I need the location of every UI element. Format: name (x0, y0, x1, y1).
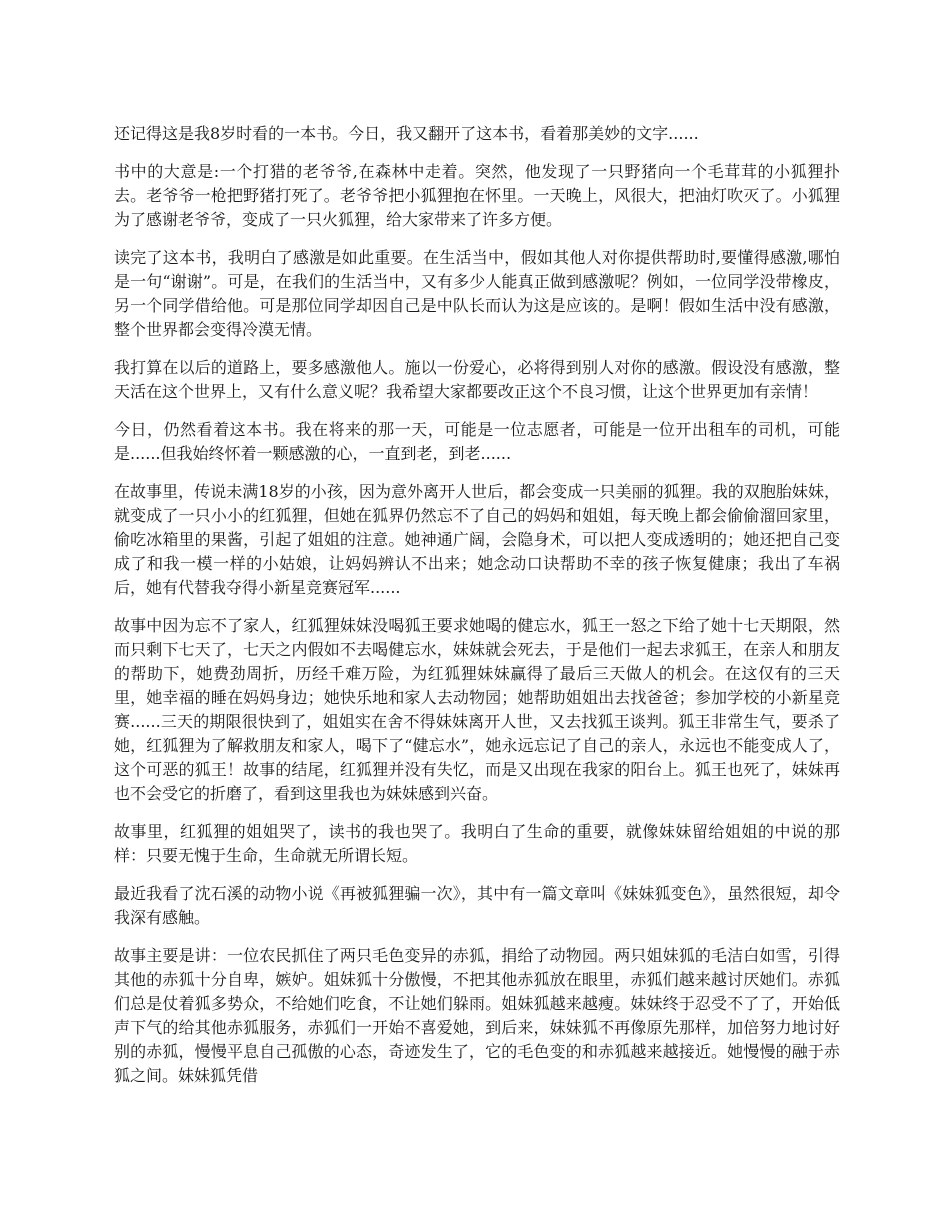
paragraph-3: 读完了这本书，我明白了感激是如此重要。在生活当中，假如其他人对你提供帮助时,要懂得感激,哪怕是一句“谢谢”。可是，在我们的生活当中，又有多少人能真正做到感激呢？例如，一位同学没带橡皮，另一个同学借给他。可是那位同学却因自己是中队长而认为这是应该的。是啊！假如生活中没有感激，整个世界都会变得冷漠无情。 (114, 248, 840, 339)
paragraph-5: 今日，仍然看着这本书。我在将来的那一天，可能是一位志愿者，可能是一位开出租车的司机，可能是......但我始终怀着一颗感激的心，一直到老，到老...... (114, 420, 840, 463)
document-page (114, 122, 840, 1102)
paragraph-9: 最近我看了沈石溪的动物小说《再被狐狸骗一次》，其中有一篇文章叫《妹妹狐变色》，虽然很短，却令我深有感触。 (114, 884, 840, 927)
paragraph-10: 故事主要是讲：一位农民抓住了两只毛色变异的赤狐，捐给了动物园。两只姐妹狐的毛洁白如雪，引得其他的赤狐十分自卑，嫉妒。姐妹狐十分傲慢，不把其他赤狐放在眼里，赤狐们越来越讨厌她们。赤狐们总是仗着狐多势众，不给她们吃食，不让她们躲雨。姐妹狐越来越瘦。妹妹终于忍受不了了，开始低声下气的给其他赤狐服务，赤狐们一开始不喜爱她，到后来，妹妹狐不再像原先那样，加倍努力地讨好别的赤狐，慢慢平息自己孤傲的心态，奇迹发生了，它的毛色变的和赤狐越来越接近。她慢慢的融于赤狐之间。妹妹狐凭借 (114, 946, 840, 1085)
paragraph-7: 故事中因为忘不了家人，红狐狸妹妹没喝狐王要求她喝的健忘水，狐王一怒之下给了她十七天期限，然而只剩下七天了，七天之内假如不去喝健忘水，妹妹就会死去，于是他们一起去求狐王，在亲人和朋友的帮助下，她费劲周折，历经千难万险，为红狐狸妹妹赢得了最后三天做人的机会。在这仅有的三天里，她幸福的睡在妈妈身边；她快乐地和家人去动物园；她帮助姐姐出去找爸爸；参加学校的小新星竞赛......三天的期限很快到了，姐姐实在舍不得妹妹离开人世，又去找狐王谈判。狐王非常生气，要杀了她，红狐狸为了解救朋友和家人，喝下了“健忘水”，她永远忘记了自己的亲人，永远也不能变成人了，这个可恶的狐王！故事的结尾，红狐狸并没有失忆，而是又出现在我家的阳台上。狐王也死了，妹妹再也不会受它的折磨了，看到这里我也为妹妹感到兴奋。 (114, 616, 840, 803)
paragraph-6: 在故事里，传说未满18岁的小孩，因为意外离开人世后，都会变成一只美丽的狐狸。我的双胞胎妹妹，就变成了一只小小的红狐狸，但她在狐界仍然忘不了自己的妈妈和姐姐，每天晚上都会偷偷溜回家里，偷吃冰箱里的果酱，引起了姐姐的注意。她神通广阔，会隐身术，可以把人变成透明的；她还把自己变成了和我一模一样的小姑娘，让妈妈辨认不出来；她念动口诀帮助不幸的孩子恢复健康；我出了车祸后，她有代替我夺得小新星竞赛冠军...... (114, 482, 840, 597)
paragraph-8: 故事里，红狐狸的姐姐哭了，读书的我也哭了。我明白了生命的重要，就像妹妹留给姐姐的中说的那样：只要无愧于生命，生命就无所谓长短。 (114, 822, 840, 865)
paragraph-4: 我打算在以后的道路上，要多感激他人。施以一份爱心，必将得到别人对你的感激。假设没有感激，整天活在这个世界上，又有什么意义呢？我希望大家都要改正这个不良习惯，让这个世界更加有亲情！ (114, 358, 840, 401)
paragraph-2: 书中的大意是:一个打猎的老爷爷,在森林中走着。突然，他发现了一只野猪向一个毛茸茸的小狐狸扑去。老爷爷一枪把野猪打死了。老爷爷把小狐狸抱在怀里。一天晚上，风很大，把油灯吹灭了。小狐狸为了感谢老爷爷，变成了一只火狐狸，给大家带来了许多方便。 (114, 162, 840, 229)
paragraph-1: 还记得这是我8岁时看的一本书。今日，我又翻开了这本书，看着那美妙的文字...... (114, 124, 699, 143)
